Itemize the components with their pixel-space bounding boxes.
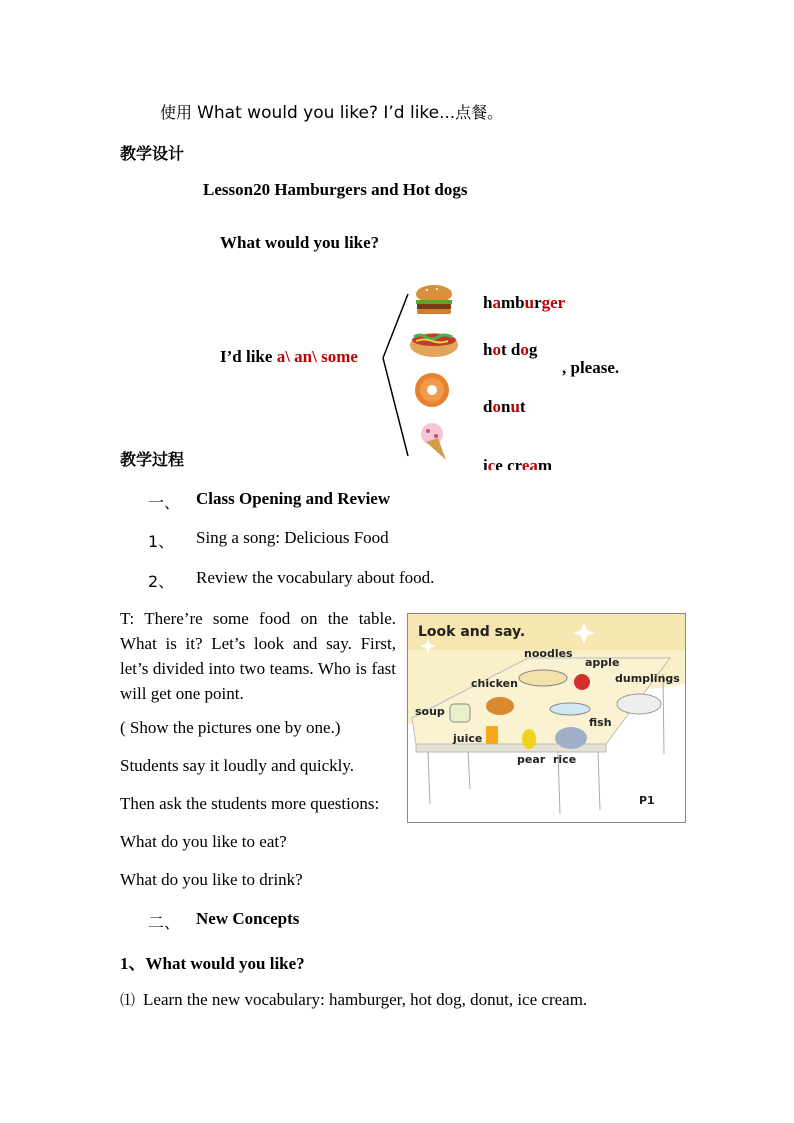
- label-noodles: noodles: [524, 647, 573, 660]
- intro-post: …点餐。: [439, 103, 504, 122]
- label-soup: soup: [415, 705, 445, 718]
- lesson-title: Lesson20 Hamburgers and Hot dogs: [203, 180, 468, 199]
- picture-header: Look and say.: [418, 624, 526, 640]
- teacher-paragraph: T: There’re some food on the table. What is it? Let’s look and say. First, let’s divided into two teams. Who is fast will get one point.: [120, 609, 396, 703]
- answer-pre: I’d like: [220, 347, 277, 366]
- intro-phrase: What would you like? I’d like: [197, 103, 440, 123]
- label-pear: pear: [517, 753, 546, 766]
- step1-number: 1、: [148, 532, 175, 551]
- picture-background: [408, 614, 685, 822]
- part1-number: 一、: [148, 493, 181, 512]
- please-suffix: , please.: [562, 358, 620, 377]
- word-ice-cream: ice cream: [483, 456, 553, 470]
- step2-text: Review the vocabulary about food.: [196, 568, 435, 587]
- word-donut: donut: [483, 397, 526, 416]
- then-ask-line: Then ask the students more questions:: [120, 794, 380, 813]
- word-hamburger: hamburger: [483, 293, 566, 312]
- choice-bracket: [380, 290, 410, 460]
- label-rice: rice: [553, 753, 577, 766]
- part2-number: 二、: [148, 913, 181, 932]
- ice-cream-icon: [414, 420, 454, 462]
- label-apple: apple: [585, 656, 620, 669]
- learn-number: ⑴: [120, 991, 136, 1009]
- answer-line: [220, 347, 358, 367]
- intro-pre: 使用: [160, 103, 198, 122]
- label-juice: juice: [453, 732, 483, 745]
- question-line: What would you like?: [220, 233, 380, 252]
- section-process-heading: 教学过程: [120, 450, 185, 469]
- part1-title: Class Opening and Review: [196, 489, 391, 508]
- hot-dog-icon: [408, 321, 460, 361]
- label-dumplings: dumplings: [615, 672, 680, 685]
- show-pictures-note: ( Show the pictures one by one.): [120, 718, 341, 737]
- picture-page-number: P1: [639, 794, 655, 807]
- students-say-line: Students say it loudly and quickly.: [120, 756, 355, 775]
- look-and-say-picture: [407, 613, 686, 823]
- intro-line: [160, 100, 503, 123]
- learn-line: [120, 989, 587, 1010]
- label-fish: fish: [589, 716, 612, 729]
- question-eat: What do you like to eat?: [120, 832, 287, 851]
- step2-number: 2、: [148, 572, 175, 591]
- sub1-heading: 1、What would you like?: [120, 954, 305, 973]
- answer-articles: a\ an\ some: [276, 347, 358, 366]
- word-hot-dog: hot dog: [483, 340, 538, 359]
- question-drink: What do you like to drink?: [120, 870, 303, 889]
- part2-title: New Concepts: [196, 909, 300, 928]
- donut-icon: [412, 371, 452, 409]
- learn-text: Learn the new vocabulary: hamburger, hot dog, donut, ice cream.: [143, 990, 588, 1009]
- section-design-heading: 教学设计: [120, 144, 185, 163]
- hamburger-icon: [413, 283, 455, 317]
- step1-text: Sing a song: Delicious Food: [196, 528, 389, 547]
- label-chicken: chicken: [471, 677, 518, 690]
